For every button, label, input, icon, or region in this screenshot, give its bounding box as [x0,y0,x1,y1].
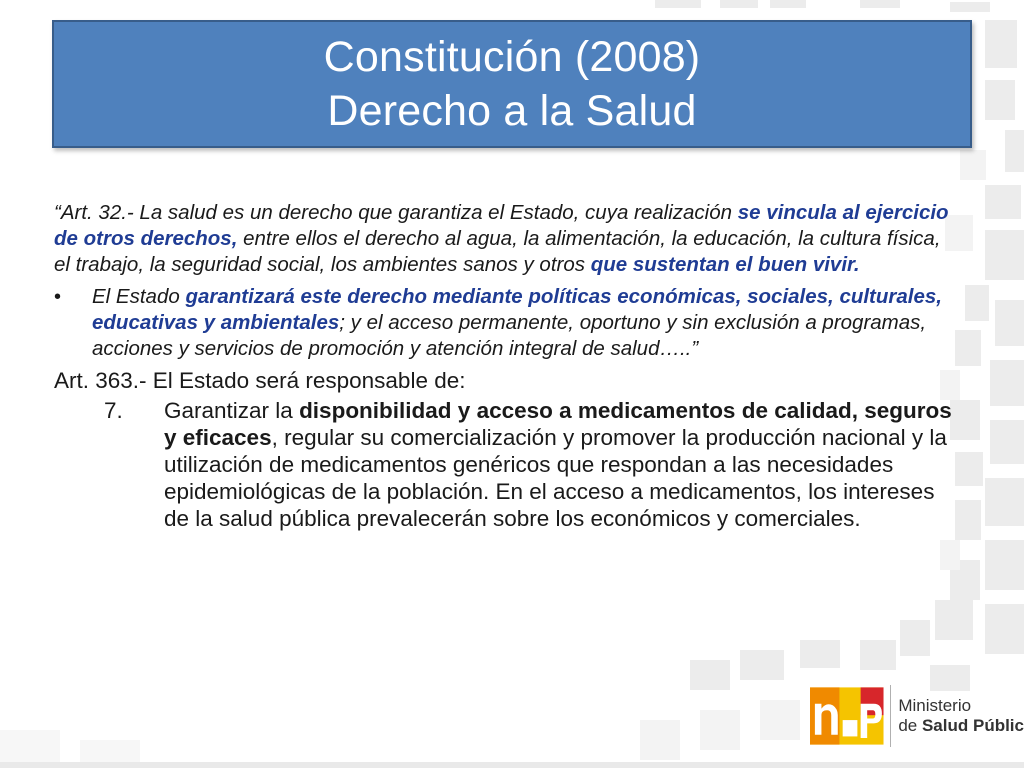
title-box [52,20,972,148]
logo-line-2-bold: Salud Públic [921,716,1024,735]
logo-divider [890,685,891,747]
item-text-1: Garantizar la [164,398,300,423]
bullet-symbol: • [54,286,62,308]
logo-line-1: Ministerio [898,696,972,715]
art32-emphasis-2: que sustentan el buen vivir. [590,253,860,276]
art363-heading: Art. 363.- El Estado será responsable de: [54,368,466,393]
item-number: 7. [104,398,123,423]
bullet-text-2: ; y el acceso permanente, oportuno y sin exclusión a programas, acciones y servicios de promoción y atención integral de salud…..” [92,311,927,360]
bottom-bar [0,762,1024,768]
msp-logo-icon [810,681,884,751]
art32-emphasis-1: se vincula al ejercicio de otros derechos, [54,201,949,250]
art32-paragraph [54,200,954,278]
bullet-text [92,284,954,362]
art32-text-1: “Art. 32.- La salud es un derecho que garantiza el Estado, cuya realización [54,201,738,224]
title-line-1: Constitución (2008) [323,33,701,81]
logo-line-2-prefix: de [898,716,922,735]
ministry-logo [810,676,1024,756]
logo-text [898,696,1024,736]
bullet-item [54,284,954,362]
logo-line-2 [898,716,1024,736]
bullet-text-1: El Estado [92,285,186,308]
bullet-emphasis: garantizará este derecho mediante políticas económicas, sociales, culturales, educativas y ambientales [92,285,942,334]
numbered-item [54,397,954,532]
item-text [164,397,954,532]
item-bold: disponibilidad y acceso a medicamentos de calidad, seguros y eficaces [164,398,952,450]
art32-text-2: entre ellos el derecho al agua, la alimentación, la educación, la cultura física, el trabajo, la seguridad social, los ambientes sanos y otros [54,227,941,276]
item-text-2: , regular su comercialización y promover la producción nacional y la utilización de medicamentos genéricos que respondan a las necesidades epidemiológicas de la población. En el acceso a medicamentos, los intereses de la salud pública prevalecerán sobre los económicos y comerciales. [164,425,947,531]
title-line-2: Derecho a la Salud [327,87,697,135]
slide-content [54,200,954,532]
